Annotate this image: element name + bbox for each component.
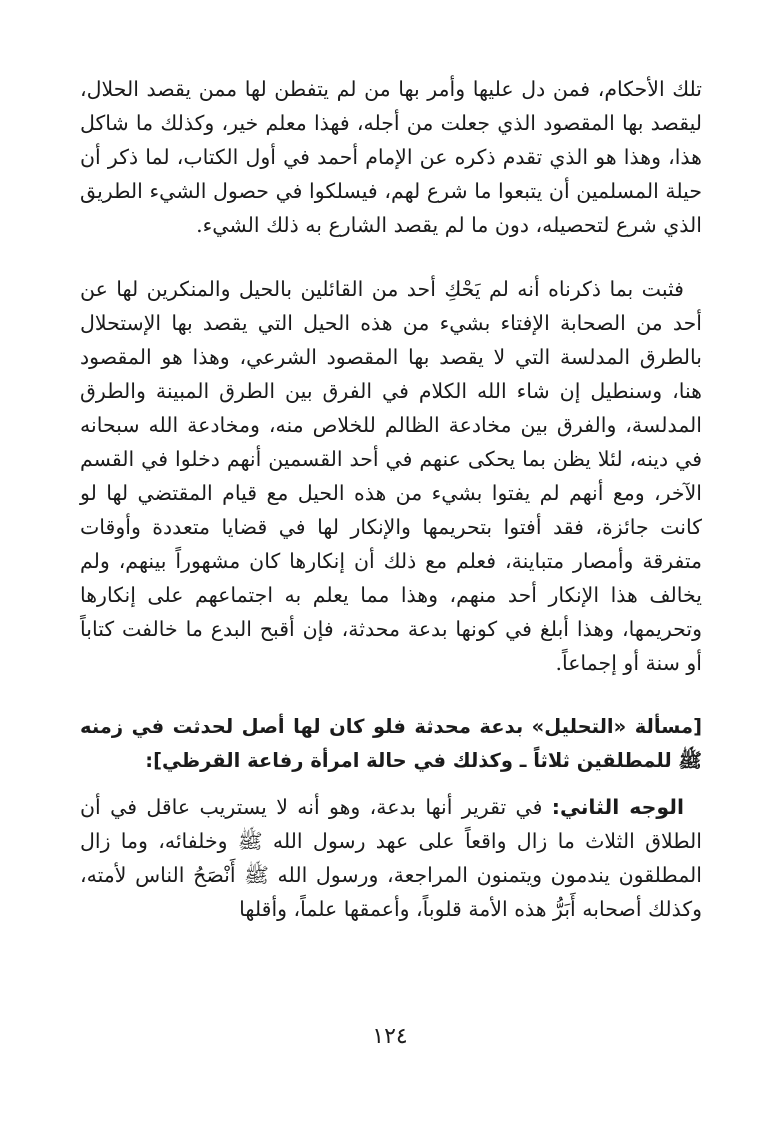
- page-body: [80, 72, 702, 926]
- paragraph-2: فثبت بما ذكرناه أنه لم يَحْكِ أحد من القائلين بالحيل والمنكرين لها عن أحد من الصحابة الإفتاء بشيء من هذه الحيل التي يقصد بها الإستحلال بالطرق المدلسة التي لا يقصد بها المقصود الشرعي، وهذا هو المقصود هنا، وسنطيل إن شاء الله الكلام في الفرق بين الطرق المبينة والطرق المدلسة، والفرق بين مخادعة الظالم للخلاص منه، ومخادعة الله سبحانه في دينه، لئلا يظن بما يحكى عنهم في أحد القسمين أنهم دخلوا في القسم الآخر، ومع أنهم لم يفتوا بشيء من هذه الحيل مع قيام المقتضي لها لو كانت جائزة، فقد أفتوا بتحريمها والإنكار لها في قضايا متعددة وأوقات متفرقة وأمصار متباينة، فعلم مع ذلك أن إنكارها كان مشهوراً بينهم، ولم يخالف هذا الإنكار أحد منهم، وهذا مما يعلم به اجتماعهم على إنكارها وتحريمها، وهذا أبلغ في كونها بدعة محدثة، فإن أقبح البدع ما خالفت كتاباً أو سنة أو إجماعاً.: [80, 277, 702, 675]
- section-heading: [مسألة «التحليل» بدعة محدثة فلو كان لها أصل لحدثت في زمنه ﷺ للمطلقين ثلاثاً ـ وكذلك في حالة امرأة رفاعة القرظي]:: [80, 715, 702, 772]
- section-lead: الوجه الثاني:: [551, 795, 684, 819]
- section-text: في تقرير أنها بدعة، وهو أنه لا يستريب عاقل في أن الطلاق الثلاث ما زال واقعاً على عهد رسول الله ﷺ وخلفائه، وما زال المطلقون يندمون ويتمنون المراجعة، ورسول الله ﷺ أَنْصَحُ الناس لأمته، وكذلك أصحابه أَبَرُّ هذه الأمة قلوباً، وأعمقها علماً، وأقلها: [80, 795, 702, 921]
- page-number: ١٢٤: [372, 1024, 408, 1049]
- paragraph-3: [80, 790, 702, 926]
- paragraph-1: تلك الأحكام، فمن دل عليها وأمر بها من لم يتفطن لها ممن يقصد الحلال، ليقصد بها المقصود الذي جعلت من أجله، فهذا معلم خير، وكذلك ما شاكل هذا، وهذا هو الذي تقدم ذكره عن الإمام أحمد في أول الكتاب، لما ذكر أن حيلة المسلمين أن يتبعوا ما شرع لهم، فيسلكوا في حصول الشيء الطريق الذي شرع لتحصيله، دون ما لم يقصد الشارع به ذلك الشيء.: [80, 77, 702, 237]
